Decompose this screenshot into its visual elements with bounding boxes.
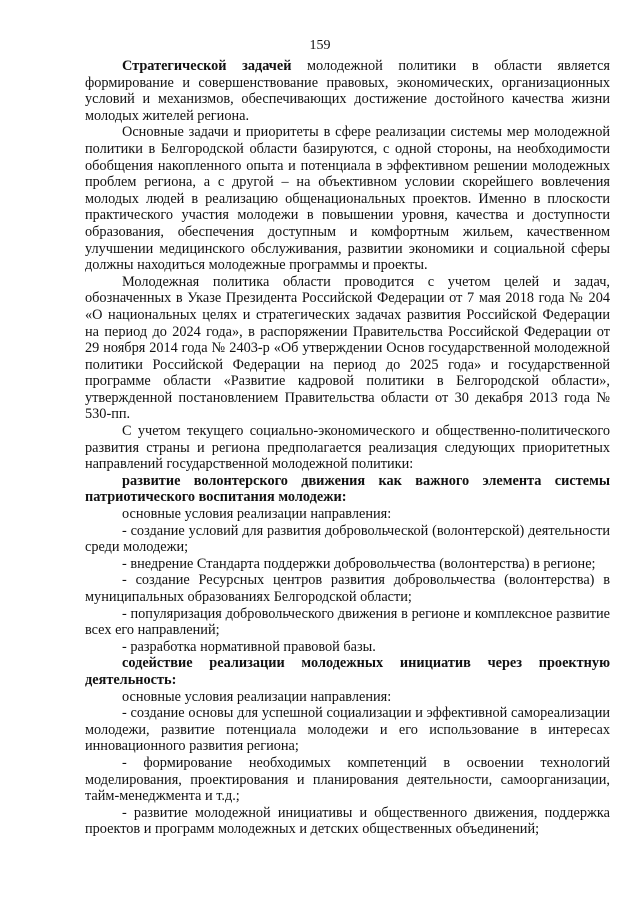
heading-volunteer-movement	[85, 473, 610, 506]
list-item: - создание основы для успешной социализации и эффективной самореализации молодежи, развитие потенциала молодежи и его использование в интересах инновационного развития региона;	[85, 705, 610, 755]
list-item: - популяризация добровольческого движения в регионе и комплексное развитие всех его направлений;	[85, 605, 610, 639]
list-item: - разработка нормативной правовой базы.	[122, 638, 376, 655]
paragraph-policy-basis: Молодежная политика области проводится с учетом целей и задач, обозначенных в Указе Президента Российской Федерации от 7 мая 2018 года № 204 «О национальных целях и стратегических задачах развития Российской Федерации на период до 2024 года», в распоряжении Правительства Российской Федерации от 29 ноября 2014 года № 2403-р «Об утверждении Основ государственной молодежной политики Российской Федерации на период до 2025 года» и государственной программе области «Развитие кадровой политики в Белгородской области», утвержденной постановлением Правительства области от 30 декабря 2013 года № 530-пп.	[85, 273, 610, 423]
paragraph-conditions-intro: основные условия реализации направления:	[122, 688, 392, 705]
bold-lead: Стратегической задачей	[122, 58, 292, 74]
list-item: - создание условий для развития добровольческой (волонтерской) деятельности среди молодежи;	[85, 522, 610, 556]
list-item: - создание Ресурсных центров развития добровольчества (волонтерства) в муниципальных образованиях Белгородской области;	[85, 572, 610, 605]
page-number: 159	[309, 38, 331, 53]
list-item: - развитие молодежной инициативы и общественного движения, поддержка проектов и программ молодежных и детских общественных объединений;	[85, 804, 610, 838]
paragraph-main-tasks: Основные задачи и приоритеты в сфере реализации системы мер молодежной политики в Белгородской области базируются, с одной стороны, на необходимости обобщения накопленного опыта и потенциала в эффективном решении молодежных проблем региона, а с другой – на объективном условии скорейшего вовлечения молодых людей в реализацию общенациональных проектов. Именно в плоскости практического участия молодежи в повышении уровня, качества и доступности образования, обеспечения доступным и комфортным жильем, качественном улучшении медицинского обслуживания, развитии экономики и социальной сферы должны находиться молодежные программы и проекты.	[85, 124, 610, 274]
paragraph-priority-directions: С учетом текущего социально-экономического и общественно-политического развития страны и региона предполагается реализация следующих приоритетных направлений государственной молодежной политики:	[85, 423, 610, 473]
document-body	[85, 58, 610, 838]
list-item: - формирование необходимых компетенций в освоении технологий моделирования, проектирования и планирования деятельности, самоорганизации, тайм-менеджмента и т.д.;	[85, 754, 610, 805]
paragraph-strategic-goal	[85, 58, 610, 124]
paragraph-conditions-intro: основные условия реализации направления:	[122, 506, 392, 523]
heading-youth-initiatives	[85, 655, 610, 688]
list-item: - внедрение Стандарта поддержки добровольчества (волонтерства) в регионе;	[122, 555, 596, 572]
bold-lead: развитие волонтерского движения как важного элемента системы патриотического воспитания молодежи:	[85, 472, 610, 506]
bold-lead: содействие реализации молодежных инициатив через проектную деятельность:	[85, 655, 610, 688]
paragraph-text: молодежной политики в области является формирование и совершенствование правовых, экономических, организационных условий и механизмов, обеспечивающих достижение достойного качества жизни молодых жителей региона.	[85, 58, 611, 124]
